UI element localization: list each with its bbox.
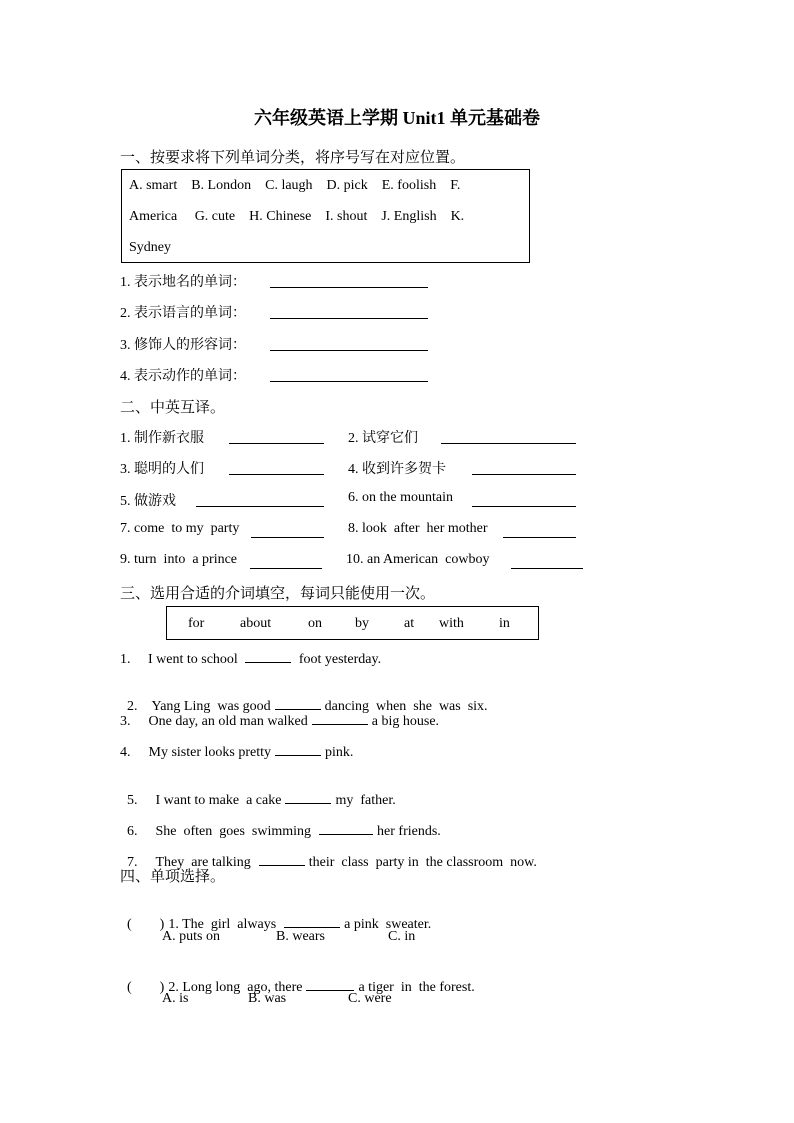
- fill-item: [120, 648, 381, 668]
- question-stem-end: a tiger in the forest.: [358, 980, 475, 995]
- mc-option[interactable]: C. in: [388, 929, 416, 944]
- section2-heading: 二、中英互译。: [120, 400, 226, 416]
- answer-blank[interactable]: [270, 304, 428, 319]
- answer-blank[interactable]: [270, 336, 428, 351]
- fill-item: [120, 710, 439, 730]
- mc-option[interactable]: A. puts on: [162, 929, 220, 944]
- item-text-before: She often goes swimming: [155, 824, 312, 839]
- mc-option[interactable]: A. is: [162, 991, 189, 1006]
- answer-blank[interactable]: [503, 523, 576, 538]
- translate-item: 10. an American cowboy: [346, 552, 490, 567]
- answer-blank[interactable]: [270, 367, 428, 382]
- question-stem: 1. The girl always: [168, 917, 277, 932]
- translate-item: 6. on the mountain: [348, 490, 453, 505]
- answer-blank[interactable]: [229, 429, 324, 444]
- section1-heading: 一、按要求将下列单词分类，将序号写在对应位置。: [120, 150, 466, 166]
- answer-blank[interactable]: [275, 741, 321, 756]
- translate-item: 3. 聪明的人们: [120, 462, 204, 477]
- answer-blank[interactable]: [472, 492, 576, 507]
- item-text-before: Yang Ling was good: [151, 699, 271, 714]
- page-title: 六年级英语上学期 Unit1 单元基础卷: [253, 108, 540, 128]
- translate-item: 5. 做游戏: [120, 494, 176, 509]
- preposition-word: about: [240, 616, 272, 631]
- answer-blank[interactable]: [270, 273, 428, 288]
- preposition-word: in: [499, 616, 510, 631]
- item-text-before: I want to make a cake: [155, 793, 282, 808]
- translate-item: 9. turn into a prince: [120, 552, 238, 567]
- translate-item: 4. 收到许多贺卡: [348, 462, 446, 477]
- answer-blank[interactable]: [196, 492, 324, 507]
- item-text-before: They are talking: [155, 855, 251, 870]
- answer-blank[interactable]: [472, 460, 576, 475]
- item-number: 1.: [120, 652, 131, 667]
- answer-blank[interactable]: [259, 851, 305, 866]
- item-text-after: dancing when she was six.: [324, 699, 488, 714]
- mc-option[interactable]: B. was: [248, 991, 287, 1006]
- translate-item: 7. come to my party: [120, 521, 240, 536]
- mc-option[interactable]: C. were: [348, 991, 392, 1006]
- fill-item: [120, 741, 353, 761]
- preposition-word: with: [439, 616, 464, 631]
- answer-blank[interactable]: [285, 789, 331, 804]
- word-box-line: A. smart B. London C. laugh D. pick E. foolish F.: [129, 178, 461, 193]
- answer-blank[interactable]: [251, 523, 324, 538]
- item-text-after: her friends.: [377, 824, 441, 839]
- classify-label: 3. 修饰人的形容词：: [120, 338, 246, 353]
- answer-paren[interactable]: ( ): [127, 980, 165, 995]
- item-text-after: a big house.: [371, 714, 440, 729]
- item-number: 7.: [127, 855, 138, 870]
- word-box-line: Sydney: [129, 240, 171, 255]
- answer-blank[interactable]: [511, 554, 583, 569]
- item-number: 4.: [120, 745, 131, 760]
- item-text-after: foot yesterday.: [298, 652, 382, 667]
- classify-label: 2. 表示语言的单词：: [120, 306, 246, 321]
- preposition-word: by: [355, 616, 369, 631]
- item-number: 3.: [120, 714, 131, 729]
- item-text-before: My sister looks pretty: [148, 745, 271, 760]
- classify-item-2: [120, 302, 246, 322]
- section4-heading: 四、单项选择。: [120, 869, 226, 885]
- item-number: 2.: [127, 699, 138, 714]
- answer-blank[interactable]: [319, 820, 373, 835]
- classify-label: 4. 表示动作的单词：: [120, 369, 246, 384]
- item-number: 5.: [127, 793, 138, 808]
- preposition-word: on: [308, 616, 322, 631]
- item-text-after: pink.: [325, 745, 354, 760]
- item-text-before: One day, an old man walked: [148, 714, 308, 729]
- word-box-line: America G. cute H. Chinese I. shout J. English K.: [129, 209, 465, 224]
- mc-option[interactable]: B. wears: [276, 929, 325, 944]
- item-number: 6.: [127, 824, 138, 839]
- answer-blank[interactable]: [245, 648, 291, 663]
- answer-blank[interactable]: [275, 695, 321, 710]
- item-text-after: my father.: [335, 793, 396, 808]
- item-text-before: I went to school: [148, 652, 238, 667]
- section3-heading: 三、选用合适的介词填空，每词只能使用一次。: [120, 586, 436, 602]
- answer-blank[interactable]: [284, 913, 340, 928]
- classify-label: 1. 表示地名的单词：: [120, 275, 246, 290]
- answer-paren[interactable]: ( ): [127, 917, 165, 932]
- preposition-word: at: [404, 616, 415, 631]
- classify-item-3: [120, 334, 246, 354]
- preposition-box: [166, 606, 539, 640]
- answer-blank[interactable]: [250, 554, 322, 569]
- question-stem: 2. Long long ago, there: [168, 980, 303, 995]
- answer-blank[interactable]: [229, 460, 324, 475]
- item-text-after: their class party in the classroom now.: [308, 855, 537, 870]
- question-stem-end: a pink sweater.: [344, 917, 432, 932]
- translate-item: 8. look after her mother: [348, 521, 488, 536]
- translate-item: 2. 试穿它们: [348, 431, 418, 446]
- answer-blank[interactable]: [312, 710, 368, 725]
- answer-blank[interactable]: [441, 429, 576, 444]
- classify-item-4: [120, 365, 246, 385]
- translate-item: 1. 制作新衣服: [120, 431, 204, 446]
- answer-blank[interactable]: [306, 976, 354, 991]
- mc-question: [120, 897, 431, 933]
- classify-item-1: [120, 271, 246, 291]
- preposition-word: for: [188, 616, 205, 631]
